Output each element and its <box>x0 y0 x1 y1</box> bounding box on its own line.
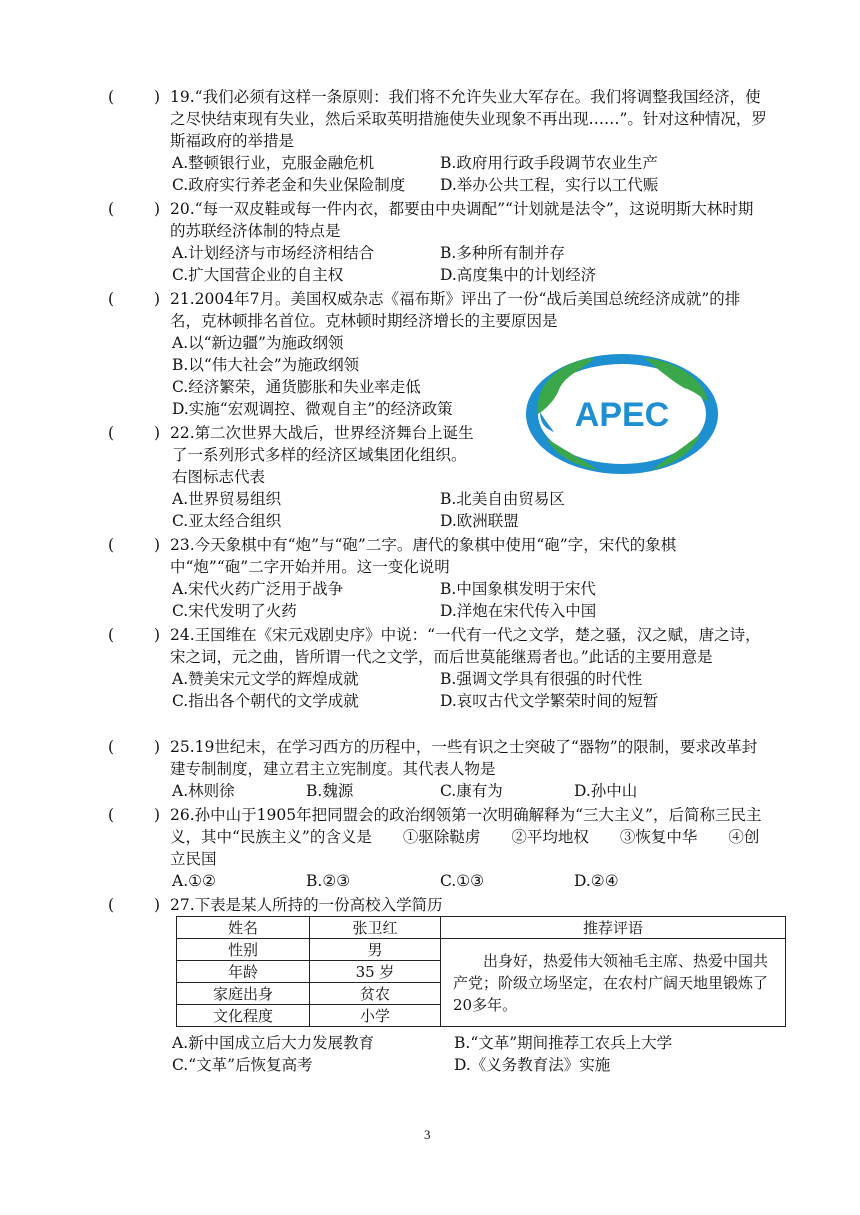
options-row <box>172 578 768 600</box>
options-row <box>172 152 768 174</box>
table-row <box>177 917 786 939</box>
option-a[interactable]: A.赞美宋元文学的辉煌成就 <box>172 670 359 688</box>
question-stem: 24.王国维在《宋元戏剧史序》中说：“一代有一代之文学，楚之骚，汉之赋，唐之诗，宋之词，元之曲，皆所谓一代之文学，而后世莫能继焉者也。”此话的主要用意是 <box>170 626 761 666</box>
table-cell-value: 35 岁 <box>310 961 441 983</box>
option-d[interactable]: D.洋炮在宋代传入中国 <box>440 602 597 620</box>
question-stem: 21.2004年7月。美国权威杂志《福布斯》评出了一份“战后美国总统经济成就”的排名，克林顿排名首位。克林顿时期经济增长的主要原因是 <box>170 290 741 330</box>
option-b[interactable]: B.强调文学具有很强的时代性 <box>440 670 643 688</box>
question-19: ( ) 19.“我们必须有这样一条原则：我们将不允许失业大军存在。我们将调整我国经济，使之尽快结束现有失业，然后采取英明措施使失业现象不再出现……”。针对这种情况，罗斯福政府的举措是 A.整顿银行业，克服金融危机 B.政府用行政手段调节农业生产 C.政府实行养老金和失业保险制度 D.举办公共工程，实行以工代赈 <box>108 88 767 194</box>
options-row <box>172 870 768 892</box>
option-b[interactable]: B.以“伟大社会”为施政纲领 <box>172 356 360 374</box>
question-stem-line: 右图标志代表 <box>172 468 266 486</box>
question-stem-line: 22.第二次世界大战后，世界经济舞台上诞生 <box>170 424 474 442</box>
option-b[interactable]: B.魏源 <box>306 782 354 800</box>
question-23: ( ) 23.今天象棋中有“炮”与“砲”二字。唐代的象棋中使用“砲”字，宋代的象棋中“炮”“砲”二字开始并用。这一变化说明 A.宋代火药广泛用于战争 B.中国象棋发明于宋代 C.宋代发明了火药 D.洋炮在宋代传入中国 <box>108 534 768 622</box>
options-row <box>172 488 768 510</box>
options-row <box>172 174 768 196</box>
options-row <box>172 690 768 712</box>
question-stem: 19.“我们必须有这样一条原则：我们将不允许失业大军存在。我们将调整我国经济，使之尽快结束现有失业，然后采取英明措施使失业现象不再出现……”。针对这种情况，罗斯福政府的举措是 <box>170 88 767 150</box>
option-c[interactable]: C.政府实行养老金和失业保险制度 <box>172 176 406 194</box>
options-row <box>172 1054 768 1076</box>
options-row <box>172 264 768 286</box>
question-stem-line: 了一系列形式多样的经济区域集团化组织。 <box>172 446 467 464</box>
option-d[interactable]: D.哀叹古代文学繁荣时间的短暂 <box>440 692 659 710</box>
option-b[interactable]: B.政府用行政手段调节农业生产 <box>440 154 658 172</box>
question-25: ( ) 25.19世纪末，在学习西方的历程中，一些有识之士突破了“器物”的限制，要求改革封建专制制度，建立君主立宪制度。其代表人物是 A.林则徐 B.魏源 C.康有为 D.孙中山 <box>108 736 768 802</box>
option-c[interactable]: C.康有为 <box>440 782 503 800</box>
option-a[interactable]: A.整顿银行业，克服金融危机 <box>172 154 375 172</box>
options-row <box>172 510 768 532</box>
question-26: ( ) 26.孙中山于1905年把同盟会的政治纲领第一次明确解释为“三大主义”，后简称三民主义，其中“民族主义”的含义是 ①驱除鞑虏 ②平均地权 ③恢复中华 ④创立民国 A.①② B.②③ C.①③ D.②④ <box>108 804 768 892</box>
table-cell-value: 贫农 <box>310 983 441 1005</box>
option-b[interactable]: B.中国象棋发明于宋代 <box>440 580 596 598</box>
option-d[interactable]: D.高度集中的计划经济 <box>440 266 597 284</box>
remark-text: 出身好，热爱伟大领袖毛主席、热爱中国共产党；阶级立场坚定，在农村广阔天地里锻炼了20多年。 <box>441 939 786 1027</box>
option-b[interactable]: B.多种所有制并存 <box>440 244 565 262</box>
remark-header: 推荐评语 <box>441 917 786 939</box>
option-d[interactable]: D.欧洲联盟 <box>440 512 519 530</box>
resume-table <box>176 916 786 1027</box>
table-row <box>177 939 786 961</box>
option-a[interactable]: A.以“新边疆”为施政纲领 <box>172 334 344 352</box>
option-c[interactable]: C.“文革”后恢复高考 <box>172 1056 313 1074</box>
question-22: ( ) 22.第二次世界大战后，世界经济舞台上诞生 了一系列形式多样的经济区域集团化组织。 右图标志代表 <box>108 422 528 488</box>
option-a[interactable]: A.世界贸易组织 <box>172 490 282 508</box>
options-row <box>172 242 768 264</box>
option-d[interactable]: D.孙中山 <box>574 782 638 800</box>
option-c[interactable]: C.经济繁荣，通货膨胀和失业率走低 <box>172 378 421 396</box>
option-b[interactable]: B.“文革”期间推荐工农兵上大学 <box>454 1034 673 1052</box>
table-cell-value: 张卫红 <box>310 917 441 939</box>
table-cell-key: 姓名 <box>177 917 310 939</box>
question-stem: 27.下表是某人所持的一份高校入学简历 <box>170 896 443 914</box>
option-d[interactable]: D.《义务教育法》实施 <box>454 1056 611 1074</box>
question-27-options <box>108 1032 768 1076</box>
question-27: ( ) 27.下表是某人所持的一份高校入学简历 <box>108 894 768 916</box>
table-cell-key: 家庭出身 <box>177 983 310 1005</box>
option-b[interactable]: B.北美自由贸易区 <box>440 490 565 508</box>
option-c[interactable]: C.①③ <box>440 872 485 890</box>
page-number: 3 <box>424 1127 431 1142</box>
question-stem: 25.19世纪末，在学习西方的历程中，一些有识之士突破了“器物”的限制，要求改革封建专制制度，建立君主立宪制度。其代表人物是 <box>170 738 758 778</box>
apec-text: APEC <box>574 396 670 434</box>
table-cell-value: 小学 <box>310 1005 441 1027</box>
option-a[interactable]: A.林则徐 <box>172 782 235 800</box>
question-20: ( ) 20.“每一双皮鞋或每一件内衣，都要由中央调配”“计划就是法令”，这说明斯大林时期的苏联经济体制的特点是 A.计划经济与市场经济相结合 B.多种所有制并存 C.扩大国营企业的自主权 D.高度集中的计划经济 <box>108 198 768 286</box>
options-row <box>172 1032 768 1054</box>
question-stem: 23.今天象棋中有“炮”与“砲”二字。唐代的象棋中使用“砲”字，宋代的象棋中“炮”“砲”二字开始并用。这一变化说明 <box>170 536 677 576</box>
question-24: ( ) 24.王国维在《宋元戏剧史序》中说：“一代有一代之文学，楚之骚，汉之赋，唐之诗，宋之词，元之曲，皆所谓一代之文学，而后世莫能继焉者也。”此话的主要用意是 A.赞美宋元文学的辉煌成就 B.强调文学具有很强的时代性 C.指出各个朝代的文学成就 D.哀叹古代文学繁荣时间的短暂 <box>108 624 768 712</box>
option-d[interactable]: D.举办公共工程，实行以工代赈 <box>440 176 659 194</box>
option-a[interactable]: A.宋代火药广泛用于战争 <box>172 580 344 598</box>
option-a[interactable]: A.新中国成立后大力发展教育 <box>172 1034 375 1052</box>
question-stem: 26.孙中山于1905年把同盟会的政治纲领第一次明确解释为“三大主义”，后简称三民主义，其中“民族主义”的含义是 ①驱除鞑虏 ②平均地权 ③恢复中华 ④创立民国 <box>170 806 762 868</box>
apec-logo <box>524 352 720 476</box>
option-d[interactable]: D.②④ <box>574 872 619 890</box>
option-c[interactable]: C.亚太经合组织 <box>172 512 282 530</box>
question-21: ( ) 21.2004年7月。美国权威杂志《福布斯》评出了一份“战后美国总统经济成就”的排名，克林顿排名首位。克林顿时期经济增长的主要原因是 A.以“新边疆”为施政纲领 B.以“伟大社会”为施政纲领 C.经济繁荣，通货膨胀和失业率走低 D.实施“宏观调控、微观自主”的经济政策 <box>108 288 768 420</box>
option-a[interactable]: A.①② <box>172 872 216 890</box>
option-b[interactable]: B.②③ <box>306 872 351 890</box>
question-22-options <box>108 488 768 532</box>
options-row <box>172 668 768 690</box>
option-c[interactable]: C.宋代发明了火药 <box>172 602 297 620</box>
option-a[interactable]: A.计划经济与市场经济相结合 <box>172 244 375 262</box>
option-d[interactable]: D.实施“宏观调控、微观自主”的经济政策 <box>172 400 453 418</box>
question-stem: 20.“每一双皮鞋或每一件内衣，都要由中央调配”“计划就是法令”，这说明斯大林时期的苏联经济体制的特点是 <box>170 200 754 240</box>
table-cell-value: 男 <box>310 939 441 961</box>
options-row <box>172 600 768 622</box>
table-cell-key: 年龄 <box>177 961 310 983</box>
options-row <box>172 780 768 802</box>
table-cell-key: 性别 <box>177 939 310 961</box>
table-cell-key: 文化程度 <box>177 1005 310 1027</box>
option-c[interactable]: C.指出各个朝代的文学成就 <box>172 692 359 710</box>
option-c[interactable]: C.扩大国营企业的自主权 <box>172 266 344 284</box>
